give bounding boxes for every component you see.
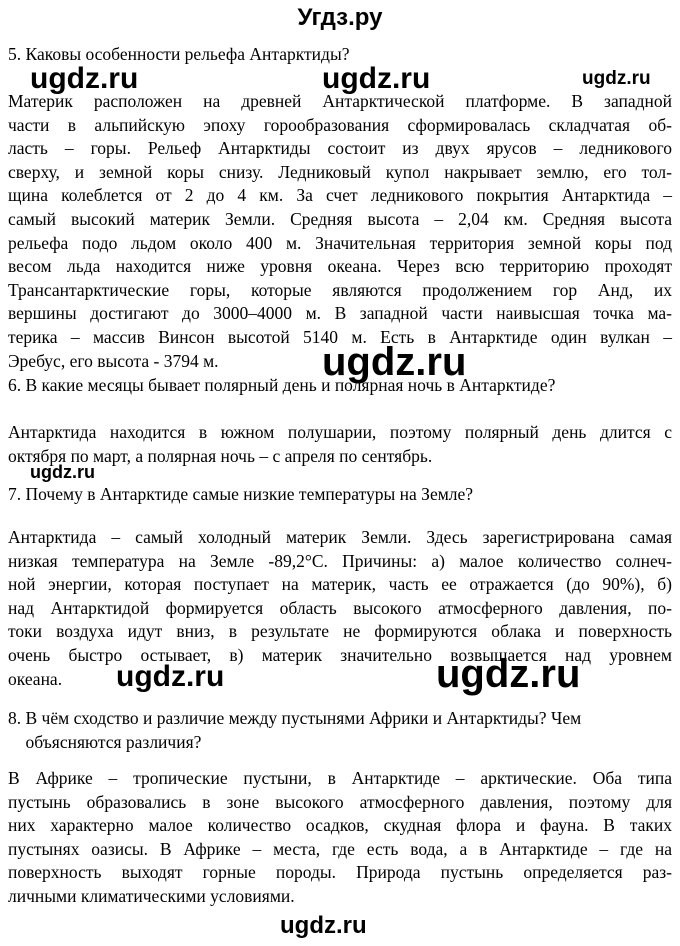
answer-line: самый высокий материк Земли. Средняя высота – 2,04 км. Средняя высота: [8, 208, 672, 229]
watermark: ugdz.ru: [322, 62, 431, 95]
answer-line: В Африке – тропические пустыни, в Антарктиде – арктические. Оба типа: [8, 768, 672, 788]
answer-6: [8, 421, 672, 468]
answer-line: океана.: [8, 668, 63, 689]
answer-line: октября по март, а полярная ночь – с апреля по сентябрь.: [8, 445, 433, 466]
question-line: 7. Почему в Антарктиде самые низкие температуры на Земле?: [8, 484, 474, 504]
answer-line: Антарктида – самый холодный материк Земли. Здесь зарегистрирована самая: [8, 527, 672, 547]
answer-line: очень быстро остывает, в) материк значительно возвышается над уровнем: [8, 644, 672, 665]
question-line: 5. Каковы особенности рельефа Антарктиды?: [8, 44, 350, 64]
site-header: Угдз.ру: [297, 4, 383, 31]
watermark: ugdz.ru: [116, 660, 225, 693]
answer-line: над Антарктидой формируется область высокого атмосферного давления, по-: [8, 597, 672, 618]
question-7: [8, 483, 672, 507]
question-line: 8. В чём сходство и различие между пустынями Африки и Антарктиды? Чем: [8, 708, 582, 728]
answer-8: [8, 767, 672, 909]
answer-line: Антарктида находится в южном полушарии, поэтому полярный день длится с: [8, 422, 672, 442]
question-line: объясняются различия?: [8, 731, 202, 752]
watermark: ugdz.ru: [280, 912, 367, 939]
answer-line: ласть – горы. Рельеф Антарктиды состоит из двух ярусов – ледникового: [8, 138, 672, 159]
answer-line: части в альпийскую эпоху горообразования сформировалась складчатая об-: [8, 114, 672, 135]
answer-line: личными климатическими условиями.: [8, 885, 295, 906]
answer-line: терика – массив Винсон высотой 5140 м. Есть в Антарктиде один вулкан –: [8, 326, 672, 347]
answer-line: токи воздуха идут вниз, в результате не формируются облака и поверхность: [8, 621, 672, 642]
answer-line: низкая температура на Земле -89,2°С. Причины: а) малое количество солнеч-: [8, 550, 672, 571]
watermark: ugdz.ru: [30, 62, 139, 95]
question-8: [8, 707, 672, 754]
answer-line: весом льда находится ниже уровня океана. Через всю территорию проходят: [8, 256, 672, 277]
answer-line: них характерно малое количество осадков, скудная флора и фауна. В таких: [8, 815, 672, 836]
answer-line: Эребус, его высота - 3794 м.: [8, 350, 219, 371]
watermark: ugdz.ru: [30, 462, 95, 482]
answer-5: [8, 90, 672, 373]
answer-line: щина колеблется от 2 до 4 км. За счет ледникового покрытия Антарктида –: [8, 185, 672, 206]
watermark: ugdz.ru: [322, 340, 467, 384]
question-line: 6. В какие месяцы бывает полярный день и полярная ночь в Антарктиде?: [8, 375, 556, 395]
watermark: ugdz.ru: [582, 68, 651, 89]
answer-line: ной энергии, которая поступает на материк, часть ее отражается (до 90%), б): [8, 574, 672, 595]
watermark: ugdz.ru: [436, 652, 581, 696]
answer-line: рельефа подо льдом около 400 м. Значительная территория земной коры под: [8, 232, 672, 253]
answer-line: Материк расположен на древней Антарктической платформе. В западной: [8, 91, 672, 111]
answer-line: пустынь образовались в зоне высокого атмосферного давления, поэтому для: [8, 791, 672, 812]
answer-line: вершины достигают до 3000–4000 м. В западной части наивысшая точка ма-: [8, 303, 672, 324]
answer-line: сверху, и земной коры снизу. Ледниковый купол накрывает землю, его тол-: [8, 161, 672, 182]
answer-line: поверхность выходят горные породы. Природа пустынь определяется раз-: [8, 862, 672, 883]
answer-line: пустынях оазисы. В Африке – места, где есть вода, а в Антарктиде – где на: [8, 838, 672, 859]
answer-line: Трансантарктические горы, которые являются продолжением гор Анд, их: [8, 279, 672, 300]
